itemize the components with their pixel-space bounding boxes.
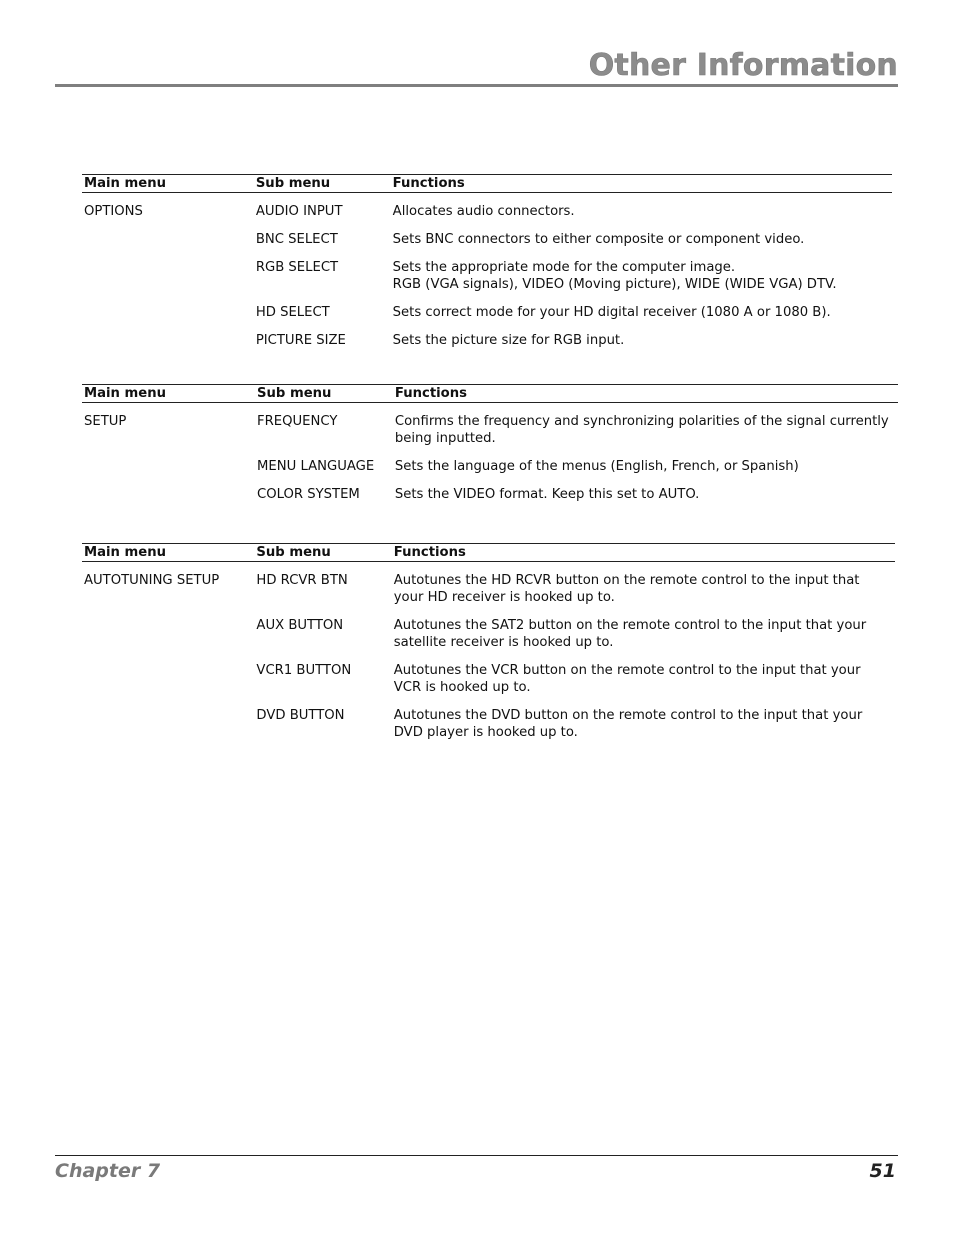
table-header-row [82, 544, 895, 562]
column-header-main-menu: Main menu [82, 544, 254, 562]
main-menu-cell: AUTOTUNING SETUP [84, 573, 220, 588]
function-cell [391, 259, 892, 304]
main-menu-cell [82, 617, 254, 662]
column-header-sub-menu: Sub menu [254, 544, 391, 562]
main-menu-cell [82, 458, 255, 486]
function-cell [391, 231, 892, 259]
function-text: Sets the VIDEO format. Keep this set to AUTO. [394, 487, 700, 502]
function-text: Autotunes the HD RCVR button on the remote control to the input that [393, 573, 860, 588]
table-row [82, 403, 898, 459]
function-text: Autotunes the VCR button on the remote control to the input that your [393, 663, 861, 678]
table-header-row [82, 385, 898, 403]
sub-menu-cell: DVD BUTTON [256, 708, 345, 723]
sub-menu-cell: COLOR SYSTEM [257, 487, 360, 502]
function-cell [391, 304, 892, 332]
header-divider [55, 84, 898, 87]
function-text: RGB (VGA signals), VIDEO (Moving picture), WIDE (WIDE VGA) DTV. [392, 277, 837, 292]
chapter-label: Chapter 7 [55, 1160, 161, 1182]
sub-menu-cell: VCR1 BUTTON [256, 663, 352, 678]
function-cell [392, 707, 895, 752]
table-header-row [82, 175, 892, 193]
column-header-functions: Functions [392, 544, 895, 562]
sub-menu-cell: HD SELECT [255, 305, 330, 320]
main-menu-cell [82, 486, 255, 514]
function-cell [392, 662, 895, 707]
main-menu-cell [82, 231, 254, 259]
function-cell [393, 486, 898, 514]
sub-menu-cell: FREQUENCY [257, 414, 338, 429]
main-menu-cell [82, 259, 254, 304]
function-text: Sets correct mode for your HD digital receiver (1080 A or 1080 B). [392, 305, 831, 320]
column-header-main-menu: Main menu [82, 385, 255, 403]
table-row [82, 486, 898, 514]
sub-menu-cell: RGB SELECT [255, 260, 339, 275]
function-text: DVD player is hooked up to. [393, 725, 578, 740]
table-row [82, 707, 895, 752]
table-row [82, 458, 898, 486]
sub-menu-cell: AUDIO INPUT [255, 204, 343, 219]
function-text: VCR is hooked up to. [393, 680, 531, 695]
sub-menu-cell: HD RCVR BTN [256, 573, 348, 588]
page-footer [55, 1155, 898, 1195]
main-menu-cell [82, 707, 254, 752]
table-row [82, 562, 895, 618]
table-row [82, 259, 892, 304]
table-row [82, 617, 895, 662]
function-cell [391, 332, 892, 360]
page-header [55, 44, 898, 90]
function-cell [393, 403, 898, 459]
table-row [82, 332, 892, 360]
function-cell [391, 193, 892, 232]
function-text: your HD receiver is hooked up to. [393, 590, 615, 605]
footer-divider [55, 1155, 898, 1156]
sub-menu-cell: AUX BUTTON [256, 618, 344, 633]
function-text: Sets the language of the menus (English, French, or Spanish) [394, 459, 799, 474]
column-header-functions: Functions [391, 175, 892, 193]
function-text: Confirms the frequency and synchronizing polarities of the signal currently [394, 414, 889, 429]
main-menu-cell: SETUP [84, 414, 127, 429]
main-menu-cell [82, 304, 254, 332]
function-cell [393, 458, 898, 486]
table-row [82, 662, 895, 707]
function-cell [392, 617, 895, 662]
function-text: being inputted. [394, 431, 496, 446]
sub-menu-cell: PICTURE SIZE [255, 333, 346, 348]
function-text: Autotunes the DVD button on the remote control to the input that your [393, 708, 863, 723]
table-row [82, 304, 892, 332]
sub-menu-cell: MENU LANGUAGE [257, 459, 375, 474]
function-text: Sets the appropriate mode for the computer image. [392, 260, 736, 275]
function-text: Autotunes the SAT2 button on the remote control to the input that your [393, 618, 867, 633]
column-header-sub-menu: Sub menu [254, 175, 391, 193]
page-number: 51 [869, 1160, 896, 1182]
page-title: Other Information [588, 48, 898, 83]
function-text: Sets BNC connectors to either composite or component video. [392, 232, 805, 247]
column-header-functions: Functions [393, 385, 898, 403]
autotuning-setup-menu-table [82, 543, 895, 752]
function-text: Sets the picture size for RGB input. [392, 333, 625, 348]
options-menu-table [82, 174, 892, 360]
function-text: Allocates audio connectors. [392, 204, 575, 219]
function-cell [392, 562, 895, 618]
sub-menu-cell: BNC SELECT [255, 232, 338, 247]
setup-menu-table [82, 384, 898, 514]
main-menu-cell [82, 662, 254, 707]
table-row [82, 193, 892, 232]
table-row [82, 231, 892, 259]
column-header-sub-menu: Sub menu [255, 385, 393, 403]
main-menu-cell [82, 332, 254, 360]
main-menu-cell: OPTIONS [84, 204, 143, 219]
column-header-main-menu: Main menu [82, 175, 254, 193]
function-text: satellite receiver is hooked up to. [393, 635, 614, 650]
